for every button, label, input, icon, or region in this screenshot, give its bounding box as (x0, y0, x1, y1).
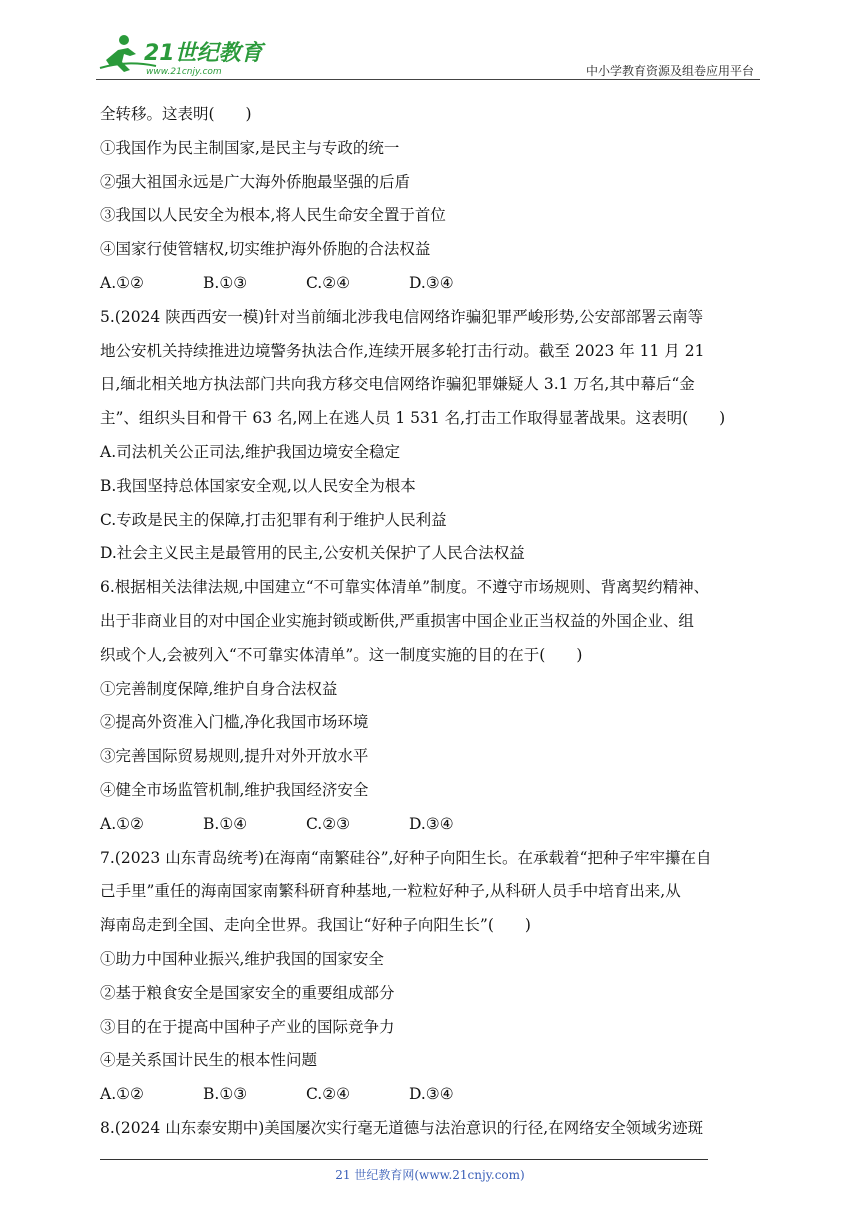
question-5-line: 日,缅北相关地方执法部门共向我方移交电信网络诈骗犯罪嫌疑人 3.1 万名,其中幕后“金 (100, 375, 695, 394)
option-c: C.专政是民主的保障,打击犯罪有利于维护人民利益 (100, 510, 447, 529)
footer-divider (100, 1159, 708, 1160)
question-6-line: ①完善制度保障,维护自身合法权益 (100, 679, 338, 698)
question-5-line: 地公安机关持续推进边境警务执法合作,连续开展多轮打击行动。截至 2023 年 11 月 21 (100, 341, 705, 360)
question-8-line: 8.(2024 山东泰安期中)美国屡次实行毫无道德与法治意识的行径,在网络安全领域劣迹斑 (100, 1118, 704, 1137)
text-line: ②强大祖国永远是广大海外侨胞最坚强的后盾 (100, 172, 411, 191)
logo-subtext: www.21cnjy.com (146, 67, 222, 77)
question-7-line: ④是关系国计民生的根本性问题 (100, 1051, 318, 1070)
text-line: ①我国作为民主制国家,是民主与专政的统一 (100, 138, 400, 157)
footer-link[interactable]: 21 世纪教育网(www.21cnjy.com) (335, 1168, 525, 1182)
option-c: C.②④ (306, 1085, 351, 1104)
question-6-line: 6.根据相关法律法规,中国建立“不可靠实体清单”制度。不遵守市场规则、背离契约精神、 (100, 578, 710, 597)
page-header (96, 30, 760, 80)
option-d: D.③④ (409, 814, 454, 833)
question-6-line: ④健全市场监管机制,维护我国经济安全 (100, 780, 369, 799)
option-b: B.我国坚持总体国家安全观,以人民安全为根本 (100, 476, 416, 495)
option-b: B.①③ (203, 273, 248, 292)
question-5-line: 5.(2024 陕西西安一模)针对当前缅北涉我电信网络诈骗犯罪严峻形势,公安部部署云南等 (100, 307, 704, 326)
text-line: 全转移。这表明( ) (100, 105, 252, 123)
platform-name: 中小学教育资源及组卷应用平台 (585, 64, 754, 78)
option-d: D.③④ (409, 1085, 454, 1104)
question-7-line: 海南岛走到全国、走向全世界。我国让“好种子向阳生长”( ) (100, 916, 531, 935)
option-a: A.①② (100, 1085, 144, 1104)
header-divider (96, 79, 760, 80)
option-a: A.①② (100, 273, 144, 292)
question-6-line: 出于非商业目的对中国企业实施封锁或断供,严重损害中国企业正当权益的外国企业、组 (100, 611, 694, 630)
answer-options (100, 808, 768, 842)
question-6-line: 织或个人,会被列入“不可靠实体清单”。这一制度实施的目的在于( ) (100, 645, 583, 664)
option-b: B.①③ (203, 1085, 248, 1104)
question-7-line: 7.(2023 山东青岛统考)在海南“南繁硅谷”,好种子向阳生长。在承载着“把种子牢牢攥在自 (100, 848, 712, 867)
option-a: A.①② (100, 814, 144, 833)
runner-logo-icon (96, 30, 266, 78)
logo-text: 21世纪教育 (144, 41, 263, 66)
option-b: B.①④ (203, 814, 248, 833)
text-line: ③我国以人民安全为根本,将人民生命安全置于首位 (100, 206, 446, 225)
logo (96, 30, 266, 78)
question-7-line: 己手里”重任的海南国家南繁科研育种基地,一粒粒好种子,从科研人员手中培育出来,从 (100, 882, 681, 901)
option-d: D.社会主义民主是最管用的民主,公安机关保护了人民合法权益 (100, 544, 525, 563)
question-7-line: ②基于粮食安全是国家安全的重要组成部分 (100, 983, 395, 1002)
document-body (100, 98, 768, 1146)
answer-options (100, 267, 768, 301)
question-7-line: ③目的在于提高中国种子产业的国际竞争力 (100, 1017, 395, 1036)
option-c: C.②③ (306, 814, 351, 833)
answer-options (100, 1078, 768, 1112)
question-7-line: ①助力中国种业振兴,维护我国的国家安全 (100, 949, 384, 968)
question-5-line: 主”、组织头目和骨干 63 名,网上在逃人员 1 531 名,打击工作取得显著战果。这表明( ) (100, 409, 726, 428)
option-a: A.司法机关公正司法,维护我国边境安全稳定 (100, 442, 401, 461)
option-d: D.③④ (409, 273, 454, 292)
question-6-line: ②提高外资准入门槛,净化我国市场环境 (100, 713, 369, 732)
question-6-line: ③完善国际贸易规则,提升对外开放水平 (100, 747, 369, 766)
text-line: ④国家行使管辖权,切实维护海外侨胞的合法权益 (100, 240, 431, 259)
option-c: C.②④ (306, 273, 351, 292)
